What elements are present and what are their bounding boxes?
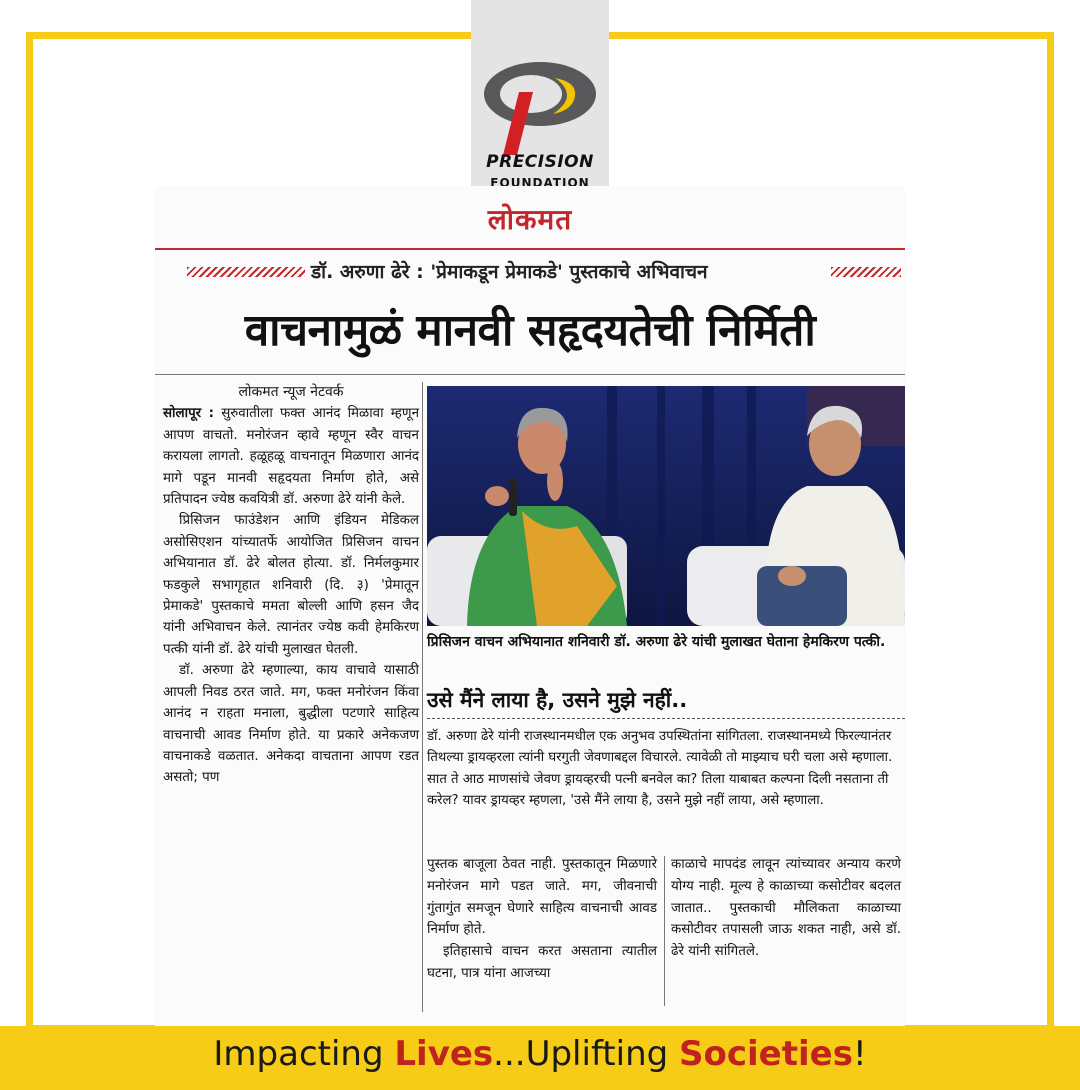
article-column-4 (671, 854, 901, 963)
box-text (427, 726, 897, 812)
article-byline: लोकमत न्यूज नेटवर्क (238, 384, 344, 400)
tagline-highlight: Societies (679, 1034, 853, 1074)
tagline-highlight: Lives (394, 1034, 494, 1074)
paragraph: इतिहासाचे वाचन करत असताना त्यातील घटना, पात्र यांना आजच्या (427, 944, 657, 981)
paragraph: प्रिसिजन फाउंडेशन आणि इंडियन मेडिकल असोसिएशन यांच्यातर्फे आयोजित प्रिसिजन वाचन अभियानात डॉ. ढेरे बोलत होत्या. डॉ. निर्मलकुमार फडकुले सभागृहात शनिवारी (दि. ३) 'प्रेमातून प्रेमाकडे' पुस्तकाचे ममता बोल्ली आणि हसन जैद यांनी अभिवाचन केले. त्यानंतर ज्येष्ठ कवी हेमकिरण पत्की यांनी डॉ. ढेरे यांची मुलाखत घेतली. (163, 513, 419, 657)
paragraph: काळाचे मापदंड लावून त्यांच्यावर अन्याय करणे योग्य नाही. मूल्य हे काळाच्या कसोटीवर बदलत जातात.. पुस्तकाची मौलिकता काळाच्या कसोटीवर तपासली जाऊ शकत नाही, असे डॉ. ढेरे यांनी सांगितले. (671, 857, 901, 960)
article-column-1 (163, 382, 419, 789)
brand-subtitle: FOUNDATION (490, 176, 590, 186)
interview-photo (427, 386, 905, 626)
tagline-part: ! (852, 1034, 867, 1074)
masthead-rule (155, 248, 905, 250)
paragraph: डॉ. अरुणा ढेरे म्हणाल्या, काय वाचावे यासाठी आपली निवड ठरत जाते. मग, फक्त मनोरंजन किंवा आनंद न राहता मनाला, बुद्धीला पटणारे साहित्य वाचनाची आवड निर्माण होते. या प्रकारे अनेकजण वाचनाकडे वळतात. अनेकदा वाचताना आपण रडत असतो; पण (163, 663, 419, 786)
article-kicker: डॉ. अरुणा ढेरे : 'प्रेमाकडून प्रेमाकडे' पुस्तकाचे अभिवाचन (311, 261, 708, 283)
tagline-part: ...Uplifting (493, 1034, 680, 1074)
article-column-3 (427, 854, 657, 985)
interview-photo-image (427, 386, 905, 626)
brand-name: PRECISION (486, 152, 594, 172)
headline-divider (155, 374, 905, 375)
box-title: उसे मैंने लाया है, उसने मुझे नहीं.. (427, 688, 688, 712)
paragraph: पुस्तक बाजूला ठेवत नाही. पुस्तकातून मिळणारे मनोरंजन मागे पडत जाते. मग, जीवनाची गुंतागुंत समजून घेणारे साहित्य वाचनाची आवड निर्माण होते. (427, 857, 657, 938)
paragraph: सुरुवातीला फक्त आनंद मिळावा म्हणून आपण वाचतो. मनोरंजन व्हावे म्हणून स्वैर वाचन करायला लागतो. हळूहळू वाचनातून मिळणारा आनंद मागे पडून मानवी सहृदयता निर्माण होते, असे प्रतिपादन ज्येष्ठ कवयित्री डॉ. अरुणा ढेरे यांनी केले. (163, 406, 419, 508)
newspaper-clipping (155, 186, 905, 1028)
column-divider (422, 382, 423, 1012)
paragraph: डॉ. अरुणा ढेरे यांनी राजस्थानमधील एक अनुभव उपस्थितांना सांगितला. राजस्थानमध्ये फिरल्यानंतर तिथल्या ड्रायव्हरला त्यांनी घरगुती जेवणाबद्दल विचारले. त्यावेळी तो माझ्याच घरी चला असे म्हणाला. सात ते आठ माणसांचे जेवण ड्रायव्हरची पत्नी बनवेल का? तिला याबाबत कल्पना दिली नसताना ती करेल? यावर ड्रायव्हर म्हणला, 'उसे मैंने लाया है, उसने मुझे नहीं लाया, असे म्हणाला. (427, 729, 893, 809)
tagline-part: Impacting (213, 1034, 395, 1074)
kicker-row (155, 256, 905, 288)
article-headline: वाचनामुळं मानवी सहृदयतेची निर्मिती (244, 305, 816, 356)
photo-caption: प्रिसिजन वाचन अभियानात शनिवारी डॉ. अरुणा ढेरे यांची मुलाखत घेताना हेमकिरण पत्की. (427, 634, 886, 650)
newspaper-masthead: लोकमत (487, 203, 573, 236)
box-rule (427, 718, 905, 719)
precision-foundation-logo (471, 0, 609, 186)
kicker-hatch-left (187, 267, 305, 277)
column-divider (664, 856, 665, 1006)
kicker-hatch-right (831, 267, 901, 277)
tagline (0, 1034, 1080, 1074)
article-dateline: सोलापूर : (163, 406, 215, 422)
